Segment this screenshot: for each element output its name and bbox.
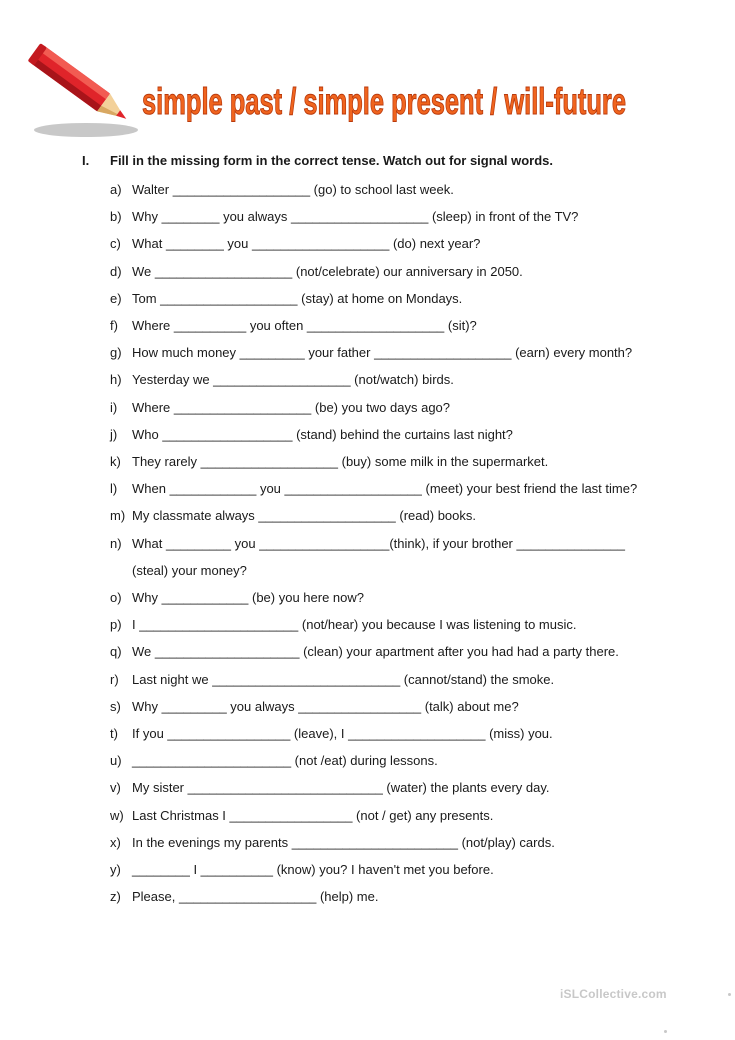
exercise-text: Where ___________________ (be) you two days ago? xyxy=(132,399,451,415)
exercise-item xyxy=(110,180,720,200)
exercise-item xyxy=(110,398,720,418)
exercise-item xyxy=(110,588,720,608)
exercise-letter: m) xyxy=(110,508,126,524)
exercise-text: My classmate always ___________________ (read) books. xyxy=(132,508,476,524)
pencil-icon xyxy=(22,38,142,143)
exercise-letter: i) xyxy=(110,399,118,415)
exercise-letter: f) xyxy=(110,318,118,333)
exercise-text: How much money _________ your father ___________________ (earn) every month? xyxy=(132,345,633,361)
exercise-item xyxy=(110,316,720,336)
exercise-item xyxy=(110,806,720,826)
exercise-item xyxy=(110,778,720,798)
exercise-item xyxy=(110,289,720,309)
exercise-text: Why ________ you always ___________________ (sleep) in front of the TV? xyxy=(132,209,579,225)
exercise-text: In the evenings my parents _______________________ (not/play) cards. xyxy=(132,834,555,850)
exercise-letter: v) xyxy=(110,780,121,796)
exercise-text: Where __________ you often ___________________ (sit)? xyxy=(132,318,477,333)
exercise-text: Why ____________ (be) you here now? xyxy=(132,590,364,605)
exercise-text: When ____________ you ___________________ (meet) your best friend the last time? xyxy=(132,481,638,497)
exercise-item xyxy=(110,534,720,554)
exercise-item xyxy=(110,615,720,635)
worksheet-title xyxy=(140,64,730,134)
exercise-item xyxy=(110,207,720,227)
instruction-number: I. xyxy=(82,153,90,168)
exercise-item xyxy=(110,262,720,282)
footer-watermark: iSLCollective.com xyxy=(560,987,667,1001)
exercise-text: ______________________ (not /eat) during lessons. xyxy=(132,753,438,769)
exercise-letter: k) xyxy=(110,454,121,469)
title-text: simple past / simple present / will-future xyxy=(142,81,626,122)
exercise-text: Please, ___________________ (help) me. xyxy=(132,889,379,905)
exercise-letter: e) xyxy=(110,290,122,306)
exercise-text: They rarely ___________________ (buy) some milk in the supermarket. xyxy=(132,454,549,469)
exercise-item xyxy=(110,234,720,254)
exercise-letter: h) xyxy=(110,372,122,388)
title-art xyxy=(140,64,730,134)
exercise-letter: c) xyxy=(110,236,121,252)
exercise-letter: g) xyxy=(110,345,122,361)
exercise-text: Yesterday we ___________________ (not/watch) birds. xyxy=(132,372,454,388)
exercise-text: What _________ you __________________(think), if your brother _______________ xyxy=(132,535,625,551)
exercise-item xyxy=(110,425,720,445)
exercise-text: Walter ___________________ (go) to school last week. xyxy=(132,182,454,197)
exercise-text: Why _________ you always _________________ (talk) about me? xyxy=(132,698,519,714)
exercise-text: Last Christmas I _________________ (not / get) any presents. xyxy=(132,807,494,823)
exercise-item xyxy=(110,506,720,526)
exercise-letter: p) xyxy=(110,617,122,633)
exercise-letter: o) xyxy=(110,590,122,605)
exercise-item xyxy=(110,343,720,363)
exercise-letter: n) xyxy=(110,535,122,551)
exercise-text: We ___________________ (not/celebrate) our anniversary in 2050. xyxy=(132,263,523,279)
exercise-item xyxy=(110,833,720,853)
exercise-letter: r) xyxy=(110,671,119,687)
exercise-letter: z) xyxy=(110,889,121,905)
exercise-text: Last night we __________________________ (cannot/stand) the smoke. xyxy=(132,671,555,687)
exercise-text: We ____________________ (clean) your apartment after you had had a party there. xyxy=(132,644,619,660)
exercise-item xyxy=(110,452,720,472)
exercise-item xyxy=(110,724,720,744)
exercise-letter: q) xyxy=(110,644,122,660)
exercise-item xyxy=(110,479,720,499)
exercise-letter: u) xyxy=(110,753,122,769)
exercise-letter: d) xyxy=(110,263,122,279)
exercise-letter: t) xyxy=(110,726,118,741)
exercise-text: I ______________________ (not/hear) you because I was listening to music. xyxy=(132,617,577,633)
exercise-letter: b) xyxy=(110,209,122,225)
exercise-item xyxy=(110,751,720,771)
worksheet-header xyxy=(0,0,735,150)
exercise-text: Who __________________ (stand) behind the curtains last night? xyxy=(132,426,513,442)
exercise-item xyxy=(110,697,720,717)
instruction-text: Fill in the missing form in the correct tense. Watch out for signal words. xyxy=(110,153,554,168)
exercise-item xyxy=(110,887,720,907)
exercise-text: What ________ you ___________________ (do) next year? xyxy=(132,236,481,252)
exercise-letter: y) xyxy=(110,862,121,877)
exercise-item xyxy=(110,642,720,662)
exercise-item xyxy=(110,670,720,690)
exercise-letter: j) xyxy=(110,426,118,442)
exercise-letter: x) xyxy=(110,834,121,850)
exercise-item xyxy=(110,860,720,880)
exercise-text: ________ I __________ (know) you? I haven't met you before. xyxy=(132,862,494,877)
instruction xyxy=(82,153,722,168)
exercise-item xyxy=(110,370,720,390)
exercise-text: My sister ___________________________ (water) the plants every day. xyxy=(132,780,550,796)
footer-dot xyxy=(664,1030,667,1033)
exercise-letter: a) xyxy=(110,182,122,197)
exercise-n-continuation: (steal) your money? xyxy=(132,562,247,578)
exercise-text: Tom ___________________ (stay) at home on Mondays. xyxy=(132,290,463,306)
footer-dot xyxy=(728,993,731,996)
exercise-text: If you _________________ (leave), I ___________________ (miss) you. xyxy=(132,726,553,741)
exercise-letter: l) xyxy=(110,481,118,497)
exercise-letter: s) xyxy=(110,698,121,714)
exercise-letter: w) xyxy=(110,807,124,823)
